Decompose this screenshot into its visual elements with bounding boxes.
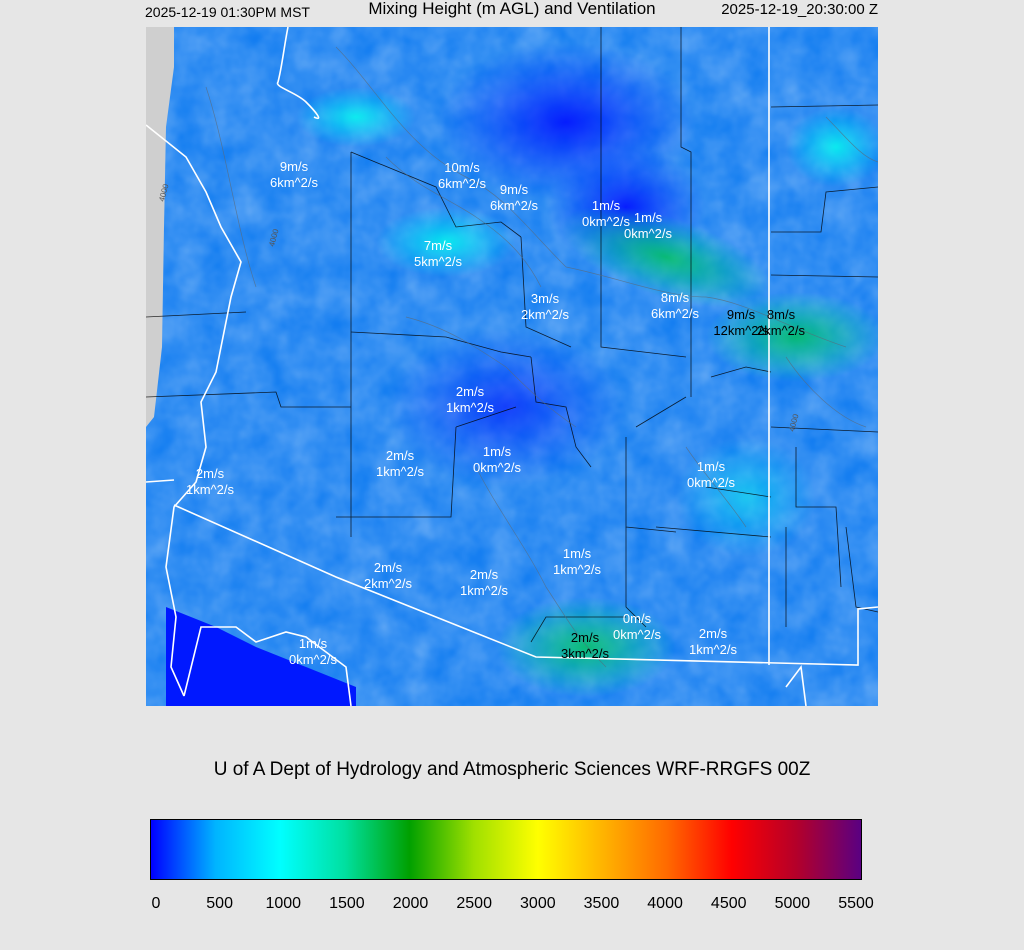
station-label: 2m/s 2km^2/s: [363, 560, 413, 591]
colorbar-tick-label: 1500: [329, 895, 365, 912]
station-label: 1m/s 0km^2/s: [472, 444, 522, 475]
station-label: 2m/s 1km^2/s: [459, 567, 509, 598]
colorbar-tick-label: 4500: [710, 895, 747, 912]
station-label: 10m/s 6km^2/s: [437, 160, 487, 191]
model-credit: U of A Dept of Hydrology and Atmospheric Sciences WRF-RRGFS 00Z: [213, 759, 811, 780]
mixing-height-map: [146, 27, 878, 706]
colorbar: [150, 819, 862, 880]
colorbar-tick-label: 2000: [392, 895, 429, 912]
station-label: 1m/s 0km^2/s: [686, 459, 736, 490]
station-label: 2m/s 1km^2/s: [185, 466, 235, 497]
station-label: 2m/s 3km^2/s: [560, 630, 610, 661]
contour-label: 4000: [157, 182, 171, 203]
colorbar-tick-label: 2500: [456, 895, 492, 912]
contour-label: 4000: [267, 227, 281, 248]
station-label: 1m/s 0km^2/s: [288, 636, 338, 667]
contour-label: 4000: [787, 412, 801, 433]
colorbar-tick-label: 1000: [265, 895, 302, 912]
station-label: 1m/s 1km^2/s: [552, 546, 602, 577]
map-title: Mixing Height (m AGL) and Ventilation: [368, 0, 656, 18]
utc-time: 2025-12-19_20:30:00 Z: [721, 1, 878, 18]
station-label: 9m/s 6km^2/s: [489, 182, 539, 213]
station-label: 1m/s 0km^2/s: [581, 198, 631, 229]
map-canvas: [146, 27, 878, 706]
colorbar-tick-label: 5000: [774, 895, 811, 912]
station-label: 9m/s 12km^2/s: [713, 307, 769, 338]
colorbar-tick-label: 0: [151, 895, 161, 912]
colorbar-tick-label: 5500: [838, 895, 874, 912]
station-label: 2m/s 1km^2/s: [445, 384, 495, 415]
station-label: 1m/s 0km^2/s: [623, 210, 673, 241]
station-label: 2m/s 1km^2/s: [688, 626, 738, 657]
station-label: 7m/s 5km^2/s: [413, 238, 463, 269]
colorbar-tick-label: 500: [206, 895, 233, 912]
station-label: 8m/s 6km^2/s: [650, 290, 700, 321]
colorbar-tick-label: 3000: [520, 895, 556, 912]
colorbar-tick-label: 3500: [583, 895, 620, 912]
station-label: 0m/s 0km^2/s: [612, 611, 662, 642]
station-label: 8m/s 2km^2/s: [756, 307, 806, 338]
station-label: 2m/s 1km^2/s: [375, 448, 425, 479]
station-label: 3m/s 2km^2/s: [520, 291, 570, 322]
station-label: 9m/s 6km^2/s: [269, 159, 319, 190]
local-time: 2025-12-19 01:30PM MST: [145, 4, 310, 20]
colorbar-tick-label: 4000: [647, 895, 683, 912]
high-mixing-region: [676, 437, 816, 557]
